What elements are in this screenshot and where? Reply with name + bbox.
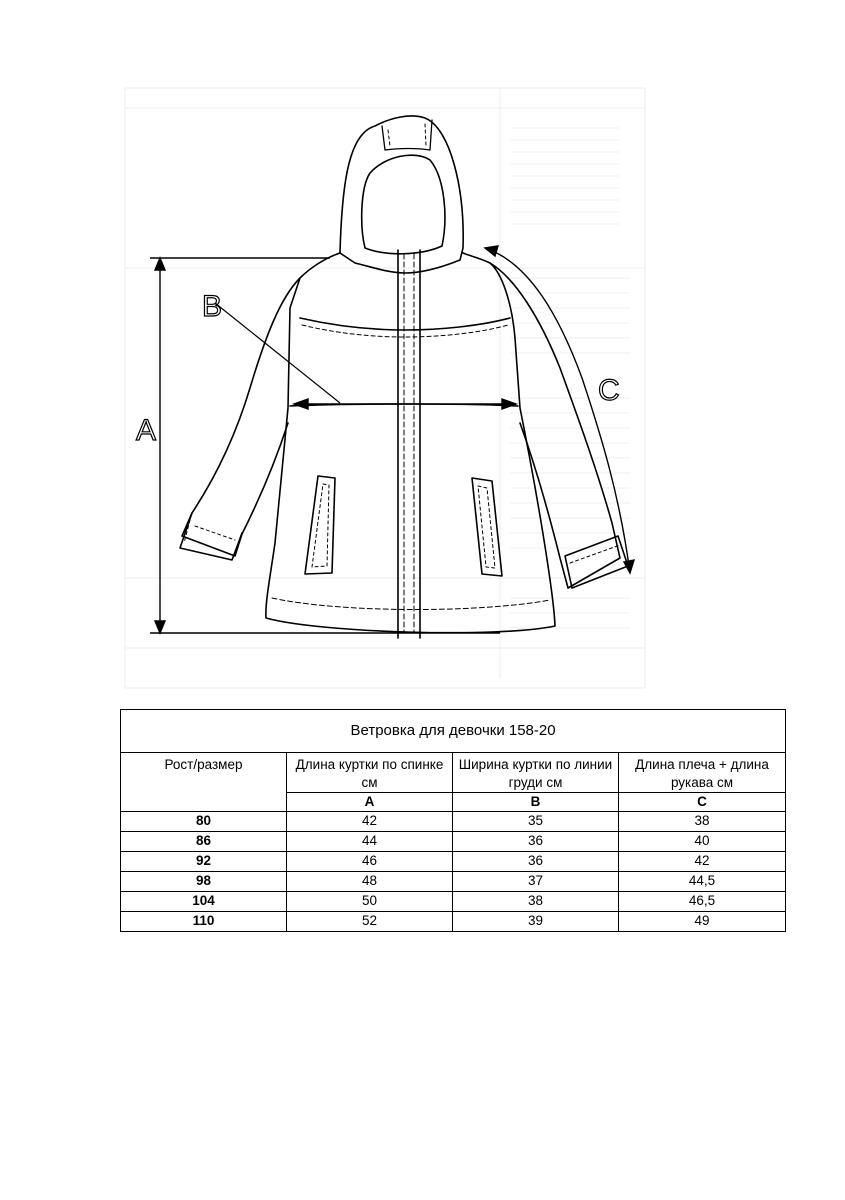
row-value-b: 38 [453,892,619,912]
jacket-sketch [120,78,670,698]
row-value-a: 46 [287,852,453,872]
row-size: 92 [121,852,287,872]
row-value-c: 44,5 [619,872,786,892]
column-header-c: Длина плеча + длина рукава см [619,753,786,793]
row-size: 98 [121,872,287,892]
table-row [121,812,786,832]
table-row [121,912,786,932]
row-value-b: 37 [453,872,619,892]
left-sleeve [182,278,300,556]
right-cuff [565,536,628,588]
dimension-label-b: B [202,290,223,323]
row-value-a: 48 [287,872,453,892]
row-size: 104 [121,892,287,912]
left-pocket [305,476,335,574]
column-letter-c: C [619,793,786,812]
hood-inner-opening [362,155,445,254]
row-value-b: 36 [453,852,619,872]
zipper-placket [398,250,420,638]
column-letter-a: A [287,793,453,812]
row-size: 110 [121,912,287,932]
dimension-label-a: A [136,414,157,447]
row-value-b: 36 [453,832,619,852]
right-sleeve [490,263,620,588]
row-value-c: 46,5 [619,892,786,912]
jacket-drawing [120,78,670,698]
row-value-a: 52 [287,912,453,932]
dimension-label-c: C [598,374,620,407]
column-header-a: Длина куртки по спинке см [287,753,453,793]
table-row [121,892,786,912]
row-value-b: 35 [453,812,619,832]
size-table [120,709,786,932]
column-letter-b: B [453,793,619,812]
table-title-row [121,710,786,753]
size-header: Рост/размер [121,753,287,812]
row-value-c: 42 [619,852,786,872]
table-row [121,872,786,892]
row-value-c: 40 [619,832,786,852]
row-value-c: 49 [619,912,786,932]
table-row [121,852,786,872]
row-value-a: 44 [287,832,453,852]
row-value-a: 50 [287,892,453,912]
left-cuff [180,513,242,560]
table-header-row [121,753,786,793]
hood-outline [340,116,463,273]
table-row [121,832,786,852]
yoke-seam [300,318,510,330]
table-title: Ветровка для девочки 158-20 [121,710,786,753]
row-value-a: 42 [287,812,453,832]
hood-center-panel [382,120,432,150]
row-value-c: 38 [619,812,786,832]
row-size: 86 [121,832,287,852]
column-header-b: Ширина куртки по линии груди см [453,753,619,793]
row-value-b: 39 [453,912,619,932]
row-size: 80 [121,812,287,832]
